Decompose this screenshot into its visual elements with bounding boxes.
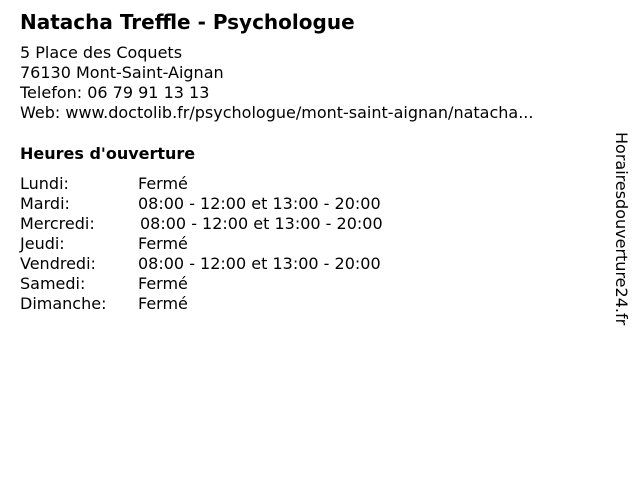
day-hours: Fermé [138,234,188,253]
day-hours: 08:00 - 12:00 et 13:00 - 20:00 [138,194,381,213]
day-label: Mercredi: [20,214,95,233]
day-label: Mardi: [20,194,70,213]
opening-hours-heading: Heures d'ouverture [20,144,196,163]
day-label: Dimanche: [20,294,107,313]
day-label: Samedi: [20,274,86,293]
address-city: 76130 Mont-Saint-Aignan [20,63,224,82]
day-hours: Fermé [138,274,188,293]
day-hours: 08:00 - 12:00 et 13:00 - 20:00 [138,254,381,273]
website-link[interactable]: Web: www.doctolib.fr/psychologue/mont-saint-aignan/natacha... [20,103,534,122]
day-hours: Fermé [138,174,188,193]
day-label: Lundi: [20,174,69,193]
day-label: Vendredi: [20,254,96,273]
phone-line[interactable]: Telefon: 06 79 91 13 13 [20,83,210,102]
day-hours: Fermé [138,294,188,313]
contact-block [20,43,533,123]
day-label: Jeudi: [20,234,65,253]
business-title: Natacha Treffle - Psychologue [20,10,355,34]
address-street: 5 Place des Coquets [20,43,183,62]
site-watermark: Horairesdouverture24.fr [612,132,631,326]
day-hours: 08:00 - 12:00 et 13:00 - 20:00 [140,214,383,233]
